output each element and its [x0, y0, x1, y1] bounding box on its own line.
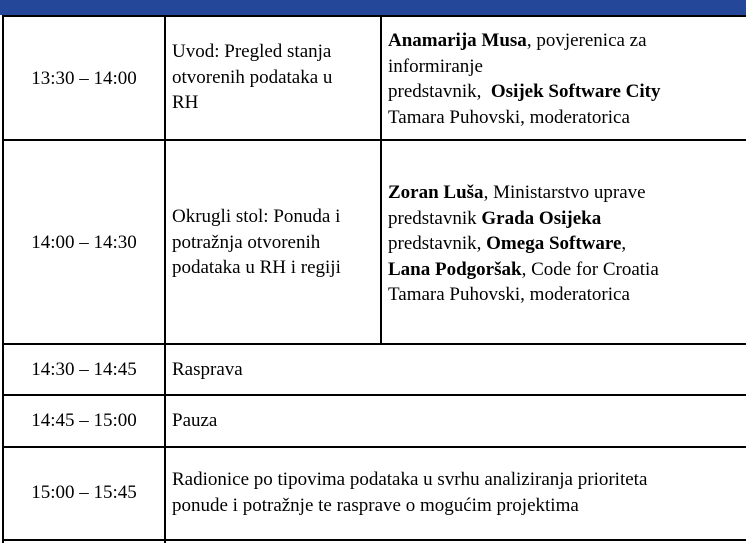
speaker-prefix: predstavnik — [388, 207, 482, 229]
time-slot: 14:00 – 14:30 — [31, 232, 137, 253]
topic-cell — [172, 39, 332, 116]
speakers-cell — [388, 28, 660, 130]
row-divider — [2, 446, 746, 448]
speaker-prefix: predstavnik, — [388, 233, 487, 254]
speaker-line — [388, 54, 660, 80]
column-divider — [380, 15, 382, 344]
speaker-name: Zoran Luša — [388, 182, 484, 203]
speaker-role: , Ministarstvo uprave — [483, 182, 646, 203]
topic-line: podataka u RH i regiji — [172, 257, 341, 278]
column-divider — [164, 15, 166, 543]
speaker-line — [388, 79, 660, 105]
header-bar — [0, 0, 746, 15]
topic-cell: Pauza — [172, 410, 218, 431]
row-divider — [2, 394, 746, 396]
time-slot: 14:45 – 15:00 — [31, 410, 137, 431]
topic-line: otvorenih podataka u — [172, 66, 333, 88]
speaker-line — [388, 180, 659, 206]
moderator: Tamara Puhovski, moderatorica — [388, 106, 630, 128]
speaker-line — [388, 231, 659, 257]
speaker-role: informiranje — [388, 55, 483, 77]
speakers-cell — [388, 180, 659, 308]
row-divider — [2, 139, 746, 141]
speaker-role: , povjerenica za — [526, 30, 647, 51]
time-slot: 14:30 – 14:45 — [31, 359, 137, 380]
moderator: Tamara Puhovski, moderatorica — [388, 284, 630, 305]
column-divider — [2, 15, 4, 543]
speaker-line — [388, 105, 660, 131]
speaker-organization: Grada Osijeka — [481, 207, 602, 229]
time-slot: 13:30 – 14:00 — [31, 68, 137, 89]
time-slot: 15:00 – 15:45 — [31, 482, 137, 503]
speaker-prefix: predstavnik, — [388, 81, 491, 102]
topic-line: Radionice po tipovima podataka u svrhu analiziranja prioriteta — [172, 469, 648, 490]
speaker-line — [388, 282, 659, 308]
topic-line: Uvod: Pregled stanja — [172, 41, 332, 62]
speaker-role: , — [621, 233, 627, 254]
topic-cell: Rasprava — [172, 359, 243, 380]
row-divider — [2, 343, 746, 345]
row-divider — [2, 539, 746, 541]
topic-line: Okrugli stol: Ponuda i — [172, 206, 341, 227]
speaker-line — [388, 206, 659, 232]
speaker-organization: Omega Software — [486, 233, 622, 254]
topic-line: RH — [172, 92, 199, 113]
topic-line: ponude i potražnje te rasprave o mogućim projektima — [172, 494, 579, 516]
topic-line: potražnja otvorenih — [172, 231, 321, 253]
row-divider — [2, 15, 746, 17]
speaker-name: Lana Podgoršak — [388, 258, 522, 280]
topic-cell — [172, 204, 341, 281]
speaker-line — [388, 28, 660, 54]
speaker-organization: Osijek Software City — [490, 81, 661, 102]
speaker-role: , Code for Croatia — [521, 258, 659, 280]
topic-cell — [172, 467, 647, 518]
speaker-name: Anamarija Musa — [388, 30, 527, 51]
speaker-line — [388, 257, 659, 283]
